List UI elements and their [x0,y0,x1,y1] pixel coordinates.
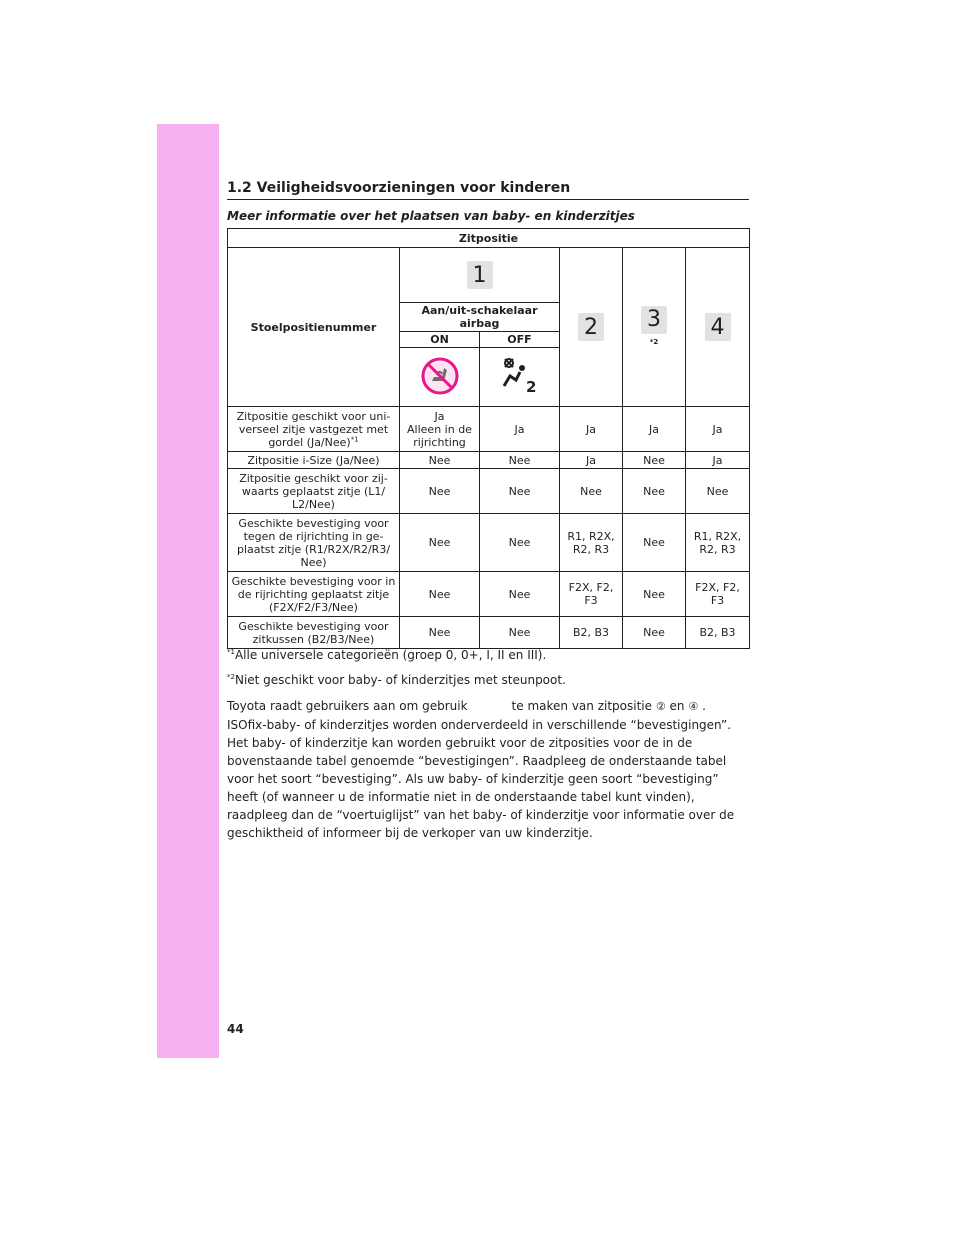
footnote-2-mark: *2 [227,673,235,681]
chapter-tab-band [157,124,219,1058]
row-label-text: Zitpositie i-Size (Ja/Nee) [247,453,380,467]
row-label [228,514,400,572]
table-cell: Ja [686,407,750,452]
table-cell: Ja [623,407,686,452]
row-label-text: Zitpositie geschikt voor uni-verseel zitje vastgezet met gordel (Ja/Nee) [236,409,391,449]
paragraph-1-part-a: Toyota raadt gebruikers aan om gebruik [227,699,468,713]
row-label-text: Geschikte bevestiging voor in de rijrichting geplaatst zitje (F2X/F2/F3/Nee) [231,574,396,614]
paragraph-recommendation [227,697,749,716]
table-cell: Ja [560,407,623,452]
seat-number-3: 3 [641,306,667,334]
table-cell: Nee [623,572,686,617]
table-row [228,514,750,572]
table-cell: Nee [400,452,480,469]
row-label [228,617,400,649]
seat-ref-4: ④ [688,700,699,713]
table-cell: Nee [480,514,560,572]
table-cell: Nee [400,514,480,572]
paragraph-1-part-b: te maken van zitpositie [511,699,652,713]
table-cell: Ja [560,452,623,469]
seat-position-table [227,228,750,649]
seat-2-header [560,248,623,407]
seat-4-header [686,248,750,407]
table-row [228,452,750,469]
row-label-note: *1 [350,434,359,443]
airbag-on-symbol-cell [400,348,480,407]
seat-number-4: 4 [705,313,731,341]
table-cell: R1, R2X, R2, R3 [560,514,623,572]
zitpositie-header: Zitpositie [228,229,750,248]
airbag-off-symbol-cell [480,348,560,407]
table-cell: Nee [686,469,750,514]
row-label [228,452,400,469]
table-cell: Nee [623,469,686,514]
footnote-1-mark: *1 [227,648,235,656]
row-label-text: Geschikte bevestiging voor tegen de rijrichting in ge-plaatst zitje (R1/R2X/R2/R3/ Nee) [236,516,391,569]
table-cell: B2, B3 [686,617,750,649]
paragraph-isofix: ISOfix-baby- of kinderzitjes worden onderverdeeld in verschillende “bevestigingen”. Het baby- of kinderzitje kan worden gebruikt voor de zitposities voor de in de bovenstaande tabel genoemde “bevestigingen”. Raadpleeg de onderstaande tabel voor het soort “bevestiging”. Als uw baby- of kinderzitje geen soort “bevestiging” heeft (of wanneer u de informatie niet in de onderstaande tabel kunt vinden), raadpleeg dan de “voertuiglijst” van het baby- of kinderzitje voor informatie over de geschiktheid of informeer bij de verkoper van uw kinderzitje. [227,718,735,840]
airbag-off-icon [500,377,540,399]
table-cell: R1, R2X, R2, R3 [686,514,750,572]
airbag-off-header: OFF [480,332,560,348]
table-row [228,617,750,649]
table-cell: F2X, F2, F3 [686,572,750,617]
no-rear-facing-child-seat-icon [420,386,460,399]
footnote-2 [227,673,566,687]
table-row [228,572,750,617]
row-label [228,407,400,452]
section-heading: 1.2 Veiligheidsvoorzieningen voor kinderen [227,180,571,196]
seat-number-1: 1 [467,261,493,289]
table-cell: Nee [480,617,560,649]
table-cell: Nee [560,469,623,514]
table-cell: Nee [400,617,480,649]
airbag-switch-header: Aan/uit-schakelaar airbag [400,303,560,332]
table-cell: Ja [686,452,750,469]
table-row [228,407,750,452]
airbag-on-header: ON [400,332,480,348]
paragraph-1-part-d: . [702,699,706,713]
seat-3-header [623,248,686,407]
table-cell: Nee [623,514,686,572]
row-label [228,572,400,617]
row-label-text: Geschikte bevestiging voor zitkussen (B2/B3/Nee) [238,619,389,646]
row-label-text: Zitpositie geschikt voor zij-waarts geplaatst zitje (L1/ L2/Nee) [239,471,388,511]
table-cell: Ja Alleen in de rijrichting [400,407,480,452]
table-cell: Nee [623,617,686,649]
seat-3-note: *2 [649,337,659,346]
subheading: Meer informatie over het plaatsen van baby- en kinderzitjes [227,209,635,223]
paragraph-1-part-c: en [669,699,685,713]
table-cell: Ja [480,407,560,452]
seat-1-header [400,248,560,303]
body-text [227,697,749,842]
footnote-1-text: Alle universele categorieën (groep 0, 0+, I, II en III). [234,648,547,662]
table-cell: Nee [623,452,686,469]
table-cell: B2, B3 [560,617,623,649]
table-cell: Nee [480,452,560,469]
row-label [228,469,400,514]
seat-number-2: 2 [578,313,604,341]
page-number: 44 [227,1022,244,1036]
table-cell: F2X, F2, F3 [560,572,623,617]
seat-ref-2: ② [655,700,666,713]
footnote-2-text: Niet geschikt voor baby- of kinderzitjes met steunpoot. [234,673,566,687]
table-cell: Nee [480,469,560,514]
table-row [228,469,750,514]
svg-text:2: 2 [525,377,536,396]
table-cell: Nee [400,469,480,514]
footnote-1 [227,648,546,662]
table-cell: Nee [480,572,560,617]
section-divider [227,199,749,200]
table-cell: Nee [400,572,480,617]
stoelpositienummer-header: Stoelpositienummer [228,248,400,407]
